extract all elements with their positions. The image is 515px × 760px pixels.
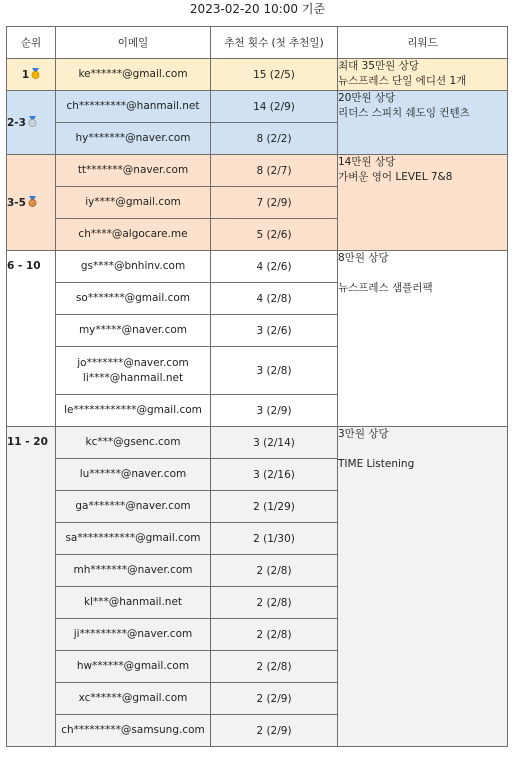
- reward-item: TIME Listening: [338, 458, 415, 470]
- email-cell: tt*******@naver.com: [56, 155, 211, 187]
- email-cell: kl***@hanmail.net: [56, 587, 211, 619]
- count-cell: 3 (2/9): [211, 395, 338, 427]
- count-cell: 3 (2/6): [211, 315, 338, 347]
- count-cell: 2 (2/9): [211, 715, 338, 747]
- bronze-medal-icon: [28, 196, 37, 210]
- count-cell: 3 (2/16): [211, 459, 338, 491]
- count-cell: 14 (2/9): [211, 91, 338, 123]
- rank-cell: [7, 59, 56, 91]
- referral-ranking-table: [6, 26, 508, 747]
- email-cell: ch*********@samsung.com: [56, 715, 211, 747]
- email-cell: ke******@gmail.com: [56, 59, 211, 91]
- count-cell: 7 (2/9): [211, 187, 338, 219]
- count-cell: 8 (2/2): [211, 123, 338, 155]
- count-cell: 5 (2/6): [211, 219, 338, 251]
- count-cell: 2 (2/8): [211, 651, 338, 683]
- table-row: [7, 91, 508, 123]
- email-cell: mh*******@naver.com: [56, 555, 211, 587]
- count-cell: 3 (2/8): [211, 347, 338, 395]
- table-row: [7, 155, 508, 187]
- rank-label: 2-3: [7, 116, 26, 129]
- email-cell: xc******@gmail.com: [56, 683, 211, 715]
- reward-value: 14만원 상당: [338, 156, 396, 168]
- rank-label: 1: [21, 68, 30, 81]
- email-cell: ch****@algocare.me: [56, 219, 211, 251]
- rank-cell: [7, 91, 56, 155]
- silver-medal-icon: [28, 116, 37, 130]
- count-cell: 3 (2/14): [211, 427, 338, 459]
- email-cell: [56, 347, 211, 395]
- email-cell: lu******@naver.com: [56, 459, 211, 491]
- email-cell: so*******@gmail.com: [56, 283, 211, 315]
- table-row: [7, 251, 508, 283]
- reward-value: 20만원 상당: [338, 92, 396, 104]
- rank-label: 3-5: [7, 196, 26, 209]
- count-cell: 2 (2/8): [211, 619, 338, 651]
- reward-value: 8만원 상당: [338, 252, 389, 264]
- reward-item: 가벼운 영어 LEVEL 7&8: [338, 171, 453, 183]
- reward-item: 리더스 스피치 쉐도잉 컨텐츠: [338, 107, 470, 119]
- rank-cell: [7, 251, 56, 427]
- reward-cell: [338, 91, 508, 155]
- header-rank: 순위: [7, 27, 56, 59]
- email-cell: iy****@gmail.com: [56, 187, 211, 219]
- as-of-caption: 2023-02-20 10:00 기준: [189, 2, 326, 16]
- email-line: li****@hanmail.net: [82, 371, 184, 384]
- email-cell: gs****@bnhinv.com: [56, 251, 211, 283]
- reward-item: 뉴스프레스 샘플러팩: [338, 282, 433, 294]
- count-cell: 2 (2/8): [211, 555, 338, 587]
- header-email: 이메일: [56, 27, 211, 59]
- email-cell: le************@gmail.com: [56, 395, 211, 427]
- count-cell: 2 (1/30): [211, 523, 338, 555]
- count-cell: 8 (2/7): [211, 155, 338, 187]
- email-cell: sa***********@gmail.com: [56, 523, 211, 555]
- count-cell: 2 (2/8): [211, 587, 338, 619]
- email-cell: hw******@gmail.com: [56, 651, 211, 683]
- table-row: [7, 59, 508, 91]
- table-header-row: [7, 27, 508, 59]
- count-cell: 4 (2/8): [211, 283, 338, 315]
- email-cell: ch*********@hanmail.net: [56, 91, 211, 123]
- email-cell: hy*******@naver.com: [56, 123, 211, 155]
- count-cell: 4 (2/6): [211, 251, 338, 283]
- gold-medal-icon: [31, 68, 40, 82]
- count-cell: 2 (1/29): [211, 491, 338, 523]
- header-reward: 리워드: [338, 27, 508, 59]
- email-line: jo*******@naver.com: [77, 356, 189, 369]
- rank-cell: [7, 155, 56, 251]
- reward-value: 최대 35만원 상당: [338, 60, 419, 72]
- reward-item: 뉴스프레스 단일 에디션 1개: [338, 75, 467, 87]
- reward-cell: [338, 251, 508, 427]
- email-cell: kc***@gsenc.com: [56, 427, 211, 459]
- count-cell: 2 (2/9): [211, 683, 338, 715]
- email-cell: ji*********@naver.com: [56, 619, 211, 651]
- rank-label: 11 - 20: [7, 436, 48, 448]
- header-count: 추천 횟수 (첫 추천일): [211, 27, 338, 59]
- email-cell: my*****@naver.com: [56, 315, 211, 347]
- rank-cell: [7, 427, 56, 747]
- email-cell: ga*******@naver.com: [56, 491, 211, 523]
- table-row: [7, 427, 508, 459]
- rank-label: 6 - 10: [7, 260, 41, 272]
- count-cell: 15 (2/5): [211, 59, 338, 91]
- reward-cell: [338, 59, 508, 91]
- reward-cell: [338, 155, 508, 251]
- reward-cell: [338, 427, 508, 747]
- reward-value: 3만원 상당: [338, 428, 389, 440]
